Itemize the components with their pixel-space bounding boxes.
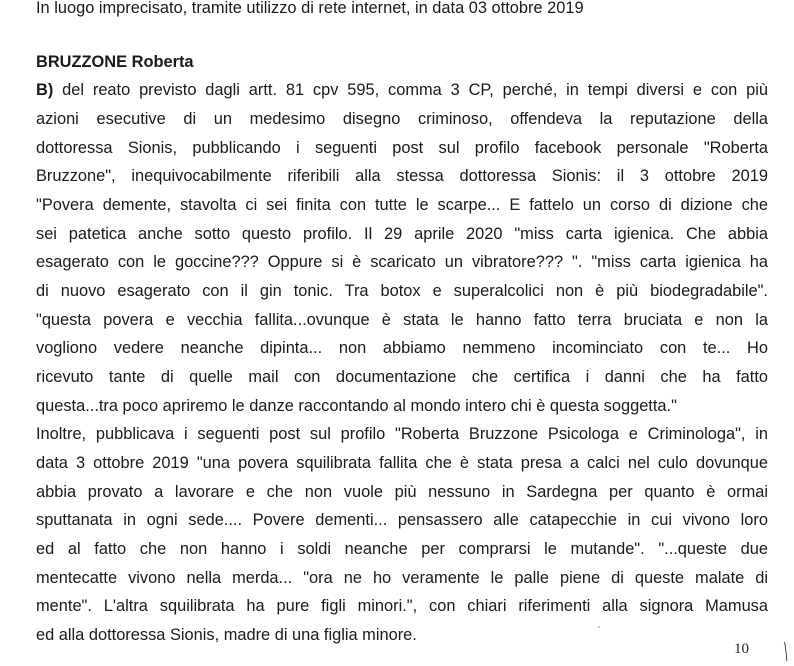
paragraph-line: mentecatte vivono nella merda... "ora ne ho veramente le palle piene di queste malate di — [36, 569, 768, 587]
charge-label: B) — [36, 81, 54, 99]
paragraph-line: sei patetica anche sotto questo profilo. Il 29 aprile 2020 "miss carta igienica. Che abbia — [36, 225, 768, 243]
defendant-name: BRUZZONE Roberta — [36, 53, 194, 71]
paragraph-line: ed al fatto che non hanno i soldi neanche per comprarsi le mutande". "...queste due — [36, 540, 768, 558]
margin-mark — [783, 640, 789, 662]
paragraph-line: dottoressa Sionis, pubblicando i seguenti post sul profilo facebook personale "Roberta — [36, 139, 768, 157]
scan-speck — [598, 626, 600, 628]
paragraph-line: ed alla dottoressa Sionis, madre di una figlia minore. — [36, 626, 417, 644]
page-number: 10 — [734, 641, 749, 657]
paragraph-line: ricevuto tante di quelle mail con documentazione che certifica i danni che ha fatto — [36, 368, 768, 386]
paragraph-line: sputtanata in ogni sede.... Povere dementi... pensassero alle catapecchie in cui vivono loro — [36, 511, 768, 529]
paragraph-line: "questa povera e vecchia fallita...ovunque è stata le hanno fatto terra bruciata e non la — [36, 311, 768, 329]
paragraph-line: esagerato con le goccine??? Oppure si è scaricato un vibratore??? ". "miss carta igienica ha — [36, 253, 768, 271]
paragraph-line: questa...tra poco apriremo le danze raccontando al mondo intero chi è questa soggetta." — [36, 397, 677, 415]
paragraph-line — [36, 78, 768, 102]
header-line: In luogo imprecisato, tramite utilizzo di rete internet, in data 03 ottobre 2019 — [36, 0, 584, 17]
paragraph-line: mente". L'altra squilibrata ha pure figli minori.", con chiari riferimenti alla signora Mamusa — [36, 597, 768, 615]
paragraph-line: Bruzzone", inequivocabilmente riferibili alla stessa dottoressa Sionis: il 3 ottobre 2019 — [36, 167, 768, 185]
paragraph-line: vogliono vedere neanche dipinta... non abbiamo nemmeno incominciato con te... Ho — [36, 339, 768, 357]
paragraph-line: "Povera demente, stavolta ci sei finita con tutte le scarpe... E fattelo un corso di dizione che — [36, 196, 768, 214]
paragraph-line-text: del reato previsto dagli artt. 81 cpv 595, comma 3 CP, perché, in tempi diversi e con più — [53, 81, 768, 99]
paragraph-line: azioni esecutive di un medesimo disegno criminoso, offendeva la reputazione della — [36, 110, 768, 128]
paragraph-line: di nuovo esagerato con il gin tonic. Tra botox e superalcolici non è più biodegradabile". — [36, 282, 768, 300]
paragraph-line: abbia provato a lavorare e che non vuole più nessuno in Sardegna per quanto è ormai — [36, 483, 768, 501]
paragraph-line: Inoltre, pubblicava i seguenti post sul profilo "Roberta Bruzzone Psicologa e Criminologa", in — [36, 425, 768, 443]
paragraph-line: data 3 ottobre 2019 "una povera squilibrata fallita che è stata presa a calci nel culo dovunque — [36, 454, 768, 472]
